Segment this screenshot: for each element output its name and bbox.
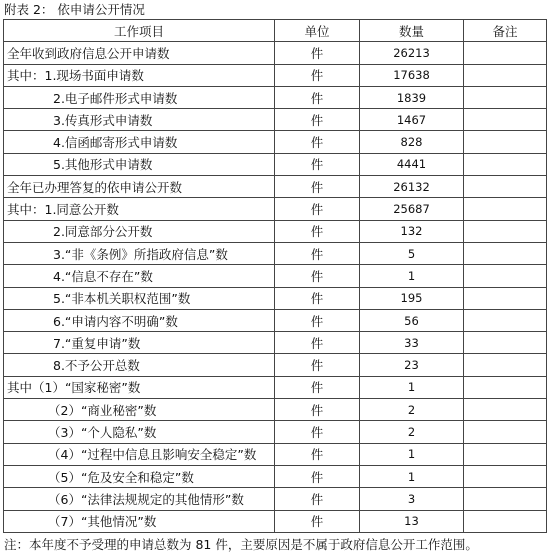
row-count: 195 (360, 287, 464, 309)
row-item-label: （6）“法律法规规定的其他情形”数 (4, 488, 275, 510)
header-remark: 备注 (464, 20, 547, 42)
row-unit: 件 (275, 421, 360, 443)
row-remark (464, 176, 547, 198)
row-item-label: 4.信函邮寄形式申请数 (4, 131, 275, 153)
table-row (4, 332, 547, 354)
table-row (4, 265, 547, 287)
table-row (4, 109, 547, 131)
table-row (4, 465, 547, 487)
table-row (4, 309, 547, 331)
row-unit: 件 (275, 309, 360, 331)
row-count: 33 (360, 332, 464, 354)
row-unit: 件 (275, 465, 360, 487)
row-item-label: 5.其他形式申请数 (4, 153, 275, 175)
row-item-label: 2.电子邮件形式申请数 (4, 86, 275, 108)
row-item-label: （7）“其他情况”数 (4, 510, 275, 532)
row-count: 13 (360, 510, 464, 532)
row-remark (464, 86, 547, 108)
row-unit: 件 (275, 109, 360, 131)
row-count: 4441 (360, 153, 464, 175)
row-remark (464, 332, 547, 354)
row-unit: 件 (275, 354, 360, 376)
table-row (4, 153, 547, 175)
row-unit: 件 (275, 86, 360, 108)
row-remark (464, 64, 547, 86)
row-item-label: 全年已办理答复的依申请公开数 (4, 176, 275, 198)
table-row (4, 198, 547, 220)
table-row (4, 399, 547, 421)
table-row (4, 488, 547, 510)
table-caption: 附表 2： 依申请公开情况 (4, 2, 145, 17)
table-row (4, 443, 547, 465)
row-unit: 件 (275, 443, 360, 465)
row-count: 23 (360, 354, 464, 376)
table-row (4, 287, 547, 309)
table-row (4, 86, 547, 108)
row-unit: 件 (275, 332, 360, 354)
row-remark (464, 220, 547, 242)
row-item-label: （4）“过程中信息且影响安全稳定”数 (4, 443, 275, 465)
row-item-label: 6.“申请内容不明确”数 (4, 309, 275, 331)
row-unit: 件 (275, 198, 360, 220)
row-unit: 件 (275, 153, 360, 175)
row-count: 1839 (360, 86, 464, 108)
row-remark (464, 443, 547, 465)
header-count: 数量 (360, 20, 464, 42)
row-unit: 件 (275, 220, 360, 242)
row-unit: 件 (275, 376, 360, 398)
row-count: 56 (360, 309, 464, 331)
row-item-label: 5.“非本机关职权范围”数 (4, 287, 275, 309)
table-row (4, 42, 547, 64)
row-unit: 件 (275, 176, 360, 198)
table-row (4, 242, 547, 264)
row-item-label: 其中：1.同意公开数 (4, 198, 275, 220)
row-item-label: 其中：1.现场书面申请数 (4, 64, 275, 86)
row-remark (464, 198, 547, 220)
row-remark (464, 465, 547, 487)
table-row (4, 176, 547, 198)
row-item-label: （2）“商业秘密”数 (4, 399, 275, 421)
row-remark (464, 488, 547, 510)
row-remark (464, 153, 547, 175)
row-unit: 件 (275, 42, 360, 64)
row-remark (464, 399, 547, 421)
row-count: 3 (360, 488, 464, 510)
row-unit: 件 (275, 265, 360, 287)
table-row (4, 421, 547, 443)
row-remark (464, 242, 547, 264)
table-row (4, 220, 547, 242)
row-count: 2 (360, 399, 464, 421)
row-count: 1 (360, 376, 464, 398)
row-remark (464, 309, 547, 331)
row-unit: 件 (275, 399, 360, 421)
row-count: 2 (360, 421, 464, 443)
header-unit: 单位 (275, 20, 360, 42)
row-item-label: 其中（1）“国家秘密”数 (4, 376, 275, 398)
row-count: 1 (360, 265, 464, 287)
footnote: 注：本年度不予受理的申请总数为 81 件，主要原因是不属于政府信息公开工作范围。 (4, 537, 478, 552)
table-row (4, 376, 547, 398)
row-item-label: 8.不予公开总数 (4, 354, 275, 376)
table-row (4, 510, 547, 532)
disclosure-table (3, 19, 547, 533)
row-count: 1 (360, 465, 464, 487)
row-item-label: 4.“信息不存在”数 (4, 265, 275, 287)
row-count: 1 (360, 443, 464, 465)
row-count: 17638 (360, 64, 464, 86)
row-remark (464, 421, 547, 443)
row-unit: 件 (275, 287, 360, 309)
row-remark (464, 42, 547, 64)
row-unit: 件 (275, 131, 360, 153)
row-remark (464, 265, 547, 287)
row-item-label: 3.“非《条例》所指政府信息”数 (4, 242, 275, 264)
row-item-label: 7.“重复申请”数 (4, 332, 275, 354)
row-unit: 件 (275, 488, 360, 510)
row-item-label: 3.传真形式申请数 (4, 109, 275, 131)
row-count: 26213 (360, 42, 464, 64)
table-row (4, 64, 547, 86)
row-remark (464, 287, 547, 309)
row-unit: 件 (275, 510, 360, 532)
row-item-label: （3）“个人隐私”数 (4, 421, 275, 443)
row-count: 1467 (360, 109, 464, 131)
row-remark (464, 131, 547, 153)
row-item-label: 全年收到政府信息公开申请数 (4, 42, 275, 64)
row-unit: 件 (275, 64, 360, 86)
row-count: 25687 (360, 198, 464, 220)
header-item: 工作项目 (4, 20, 275, 42)
row-item-label: （5）“危及安全和稳定”数 (4, 465, 275, 487)
row-remark (464, 376, 547, 398)
row-count: 26132 (360, 176, 464, 198)
row-count: 828 (360, 131, 464, 153)
header-row (4, 20, 547, 42)
row-remark (464, 354, 547, 376)
row-count: 5 (360, 242, 464, 264)
row-item-label: 2.同意部分公开数 (4, 220, 275, 242)
row-remark (464, 510, 547, 532)
table-row (4, 354, 547, 376)
row-unit: 件 (275, 242, 360, 264)
table-row (4, 131, 547, 153)
row-remark (464, 109, 547, 131)
row-count: 132 (360, 220, 464, 242)
